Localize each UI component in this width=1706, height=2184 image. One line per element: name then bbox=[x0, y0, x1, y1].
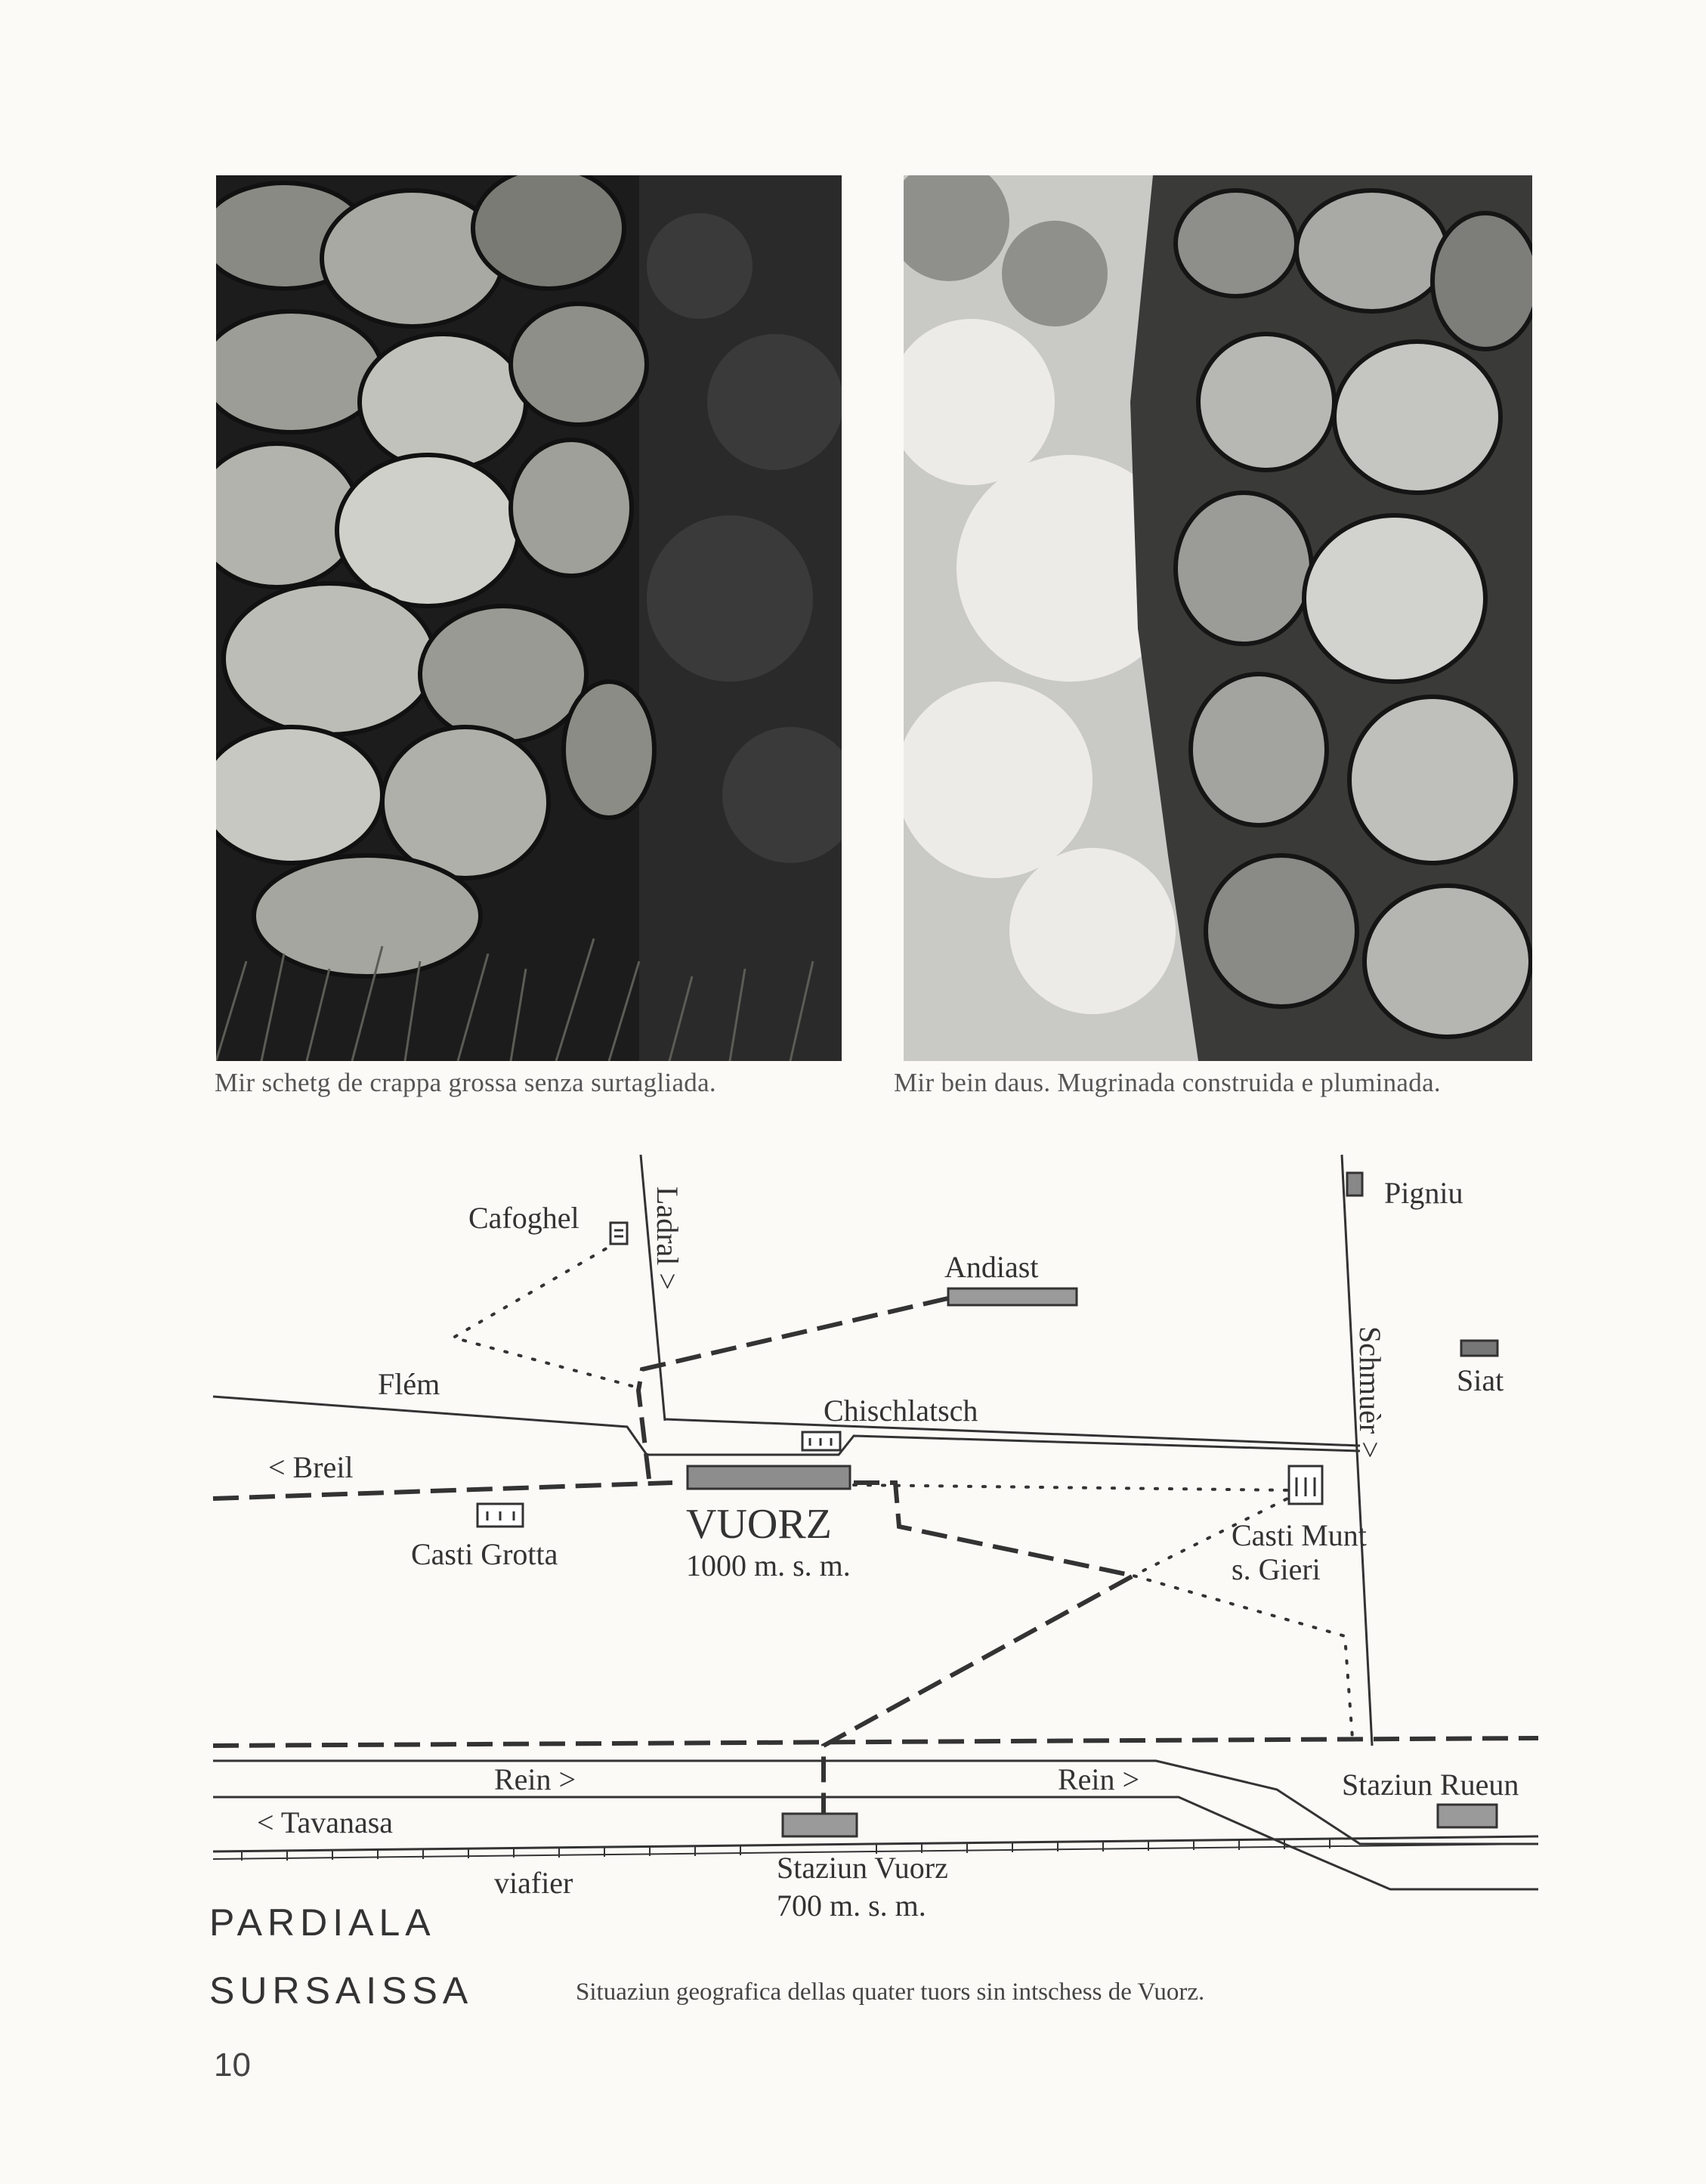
section-heading-line2: SURSAISSA bbox=[209, 1969, 474, 2012]
photo-stone-wall bbox=[216, 175, 842, 1061]
label-staziun-rueun: Staziun Rueun bbox=[1342, 1768, 1519, 1802]
label-siat: Siat bbox=[1457, 1363, 1504, 1397]
path-andiast bbox=[638, 1298, 948, 1485]
settlement-staziun-vuorz bbox=[783, 1814, 857, 1836]
castle-icon-casti-munt bbox=[1289, 1466, 1322, 1504]
label-tavanasa: < Tavanasa bbox=[257, 1805, 394, 1839]
label-s-gieri: s. Gieri bbox=[1232, 1552, 1321, 1586]
settlement-pigniu bbox=[1347, 1173, 1362, 1196]
label-staziun-vuorz-alt: 700 m. s. m. bbox=[777, 1889, 926, 1920]
path-cafoghel bbox=[453, 1242, 635, 1387]
label-pigniu: Pigniu bbox=[1384, 1176, 1463, 1210]
label-casti-munt: Casti Munt bbox=[1232, 1518, 1367, 1552]
river-rein-upper bbox=[213, 1761, 1538, 1844]
castle-icon-cafoghel bbox=[610, 1223, 627, 1244]
label-casti-grotta: Casti Grotta bbox=[411, 1537, 558, 1571]
label-staziun-vuorz: Staziun Vuorz bbox=[777, 1851, 948, 1885]
label-viafier: viafier bbox=[494, 1866, 573, 1900]
label-vuorz: VUORZ bbox=[686, 1501, 832, 1548]
photo-caption-right: Mir bein daus. Mugrinada construida e pluminada. bbox=[894, 1068, 1441, 1097]
label-rein-right: Rein > bbox=[1058, 1762, 1140, 1796]
settlement-andiast bbox=[948, 1288, 1077, 1305]
label-ladral: Ladral > bbox=[651, 1186, 685, 1290]
section-heading-line1: PARDIALA bbox=[209, 1901, 436, 1944]
page-number: 10 bbox=[214, 2046, 251, 2083]
settlement-vuorz bbox=[688, 1466, 850, 1489]
label-andiast: Andiast bbox=[944, 1250, 1039, 1284]
map-caption: Situaziun geografica dellas quater tuors sin intschess de Vuorz. bbox=[576, 1978, 1205, 2006]
path-valley bbox=[213, 1738, 1538, 1746]
label-schmuer: Schmuèr > bbox=[1353, 1326, 1387, 1459]
photo-caption-left: Mir schetg de crappa grossa senza surtagliada. bbox=[215, 1068, 716, 1097]
label-breil: < Breil bbox=[268, 1450, 354, 1484]
settlement-siat bbox=[1461, 1341, 1497, 1356]
label-cafoghel: Cafoghel bbox=[468, 1201, 579, 1235]
label-chischlatsch: Chischlatsch bbox=[824, 1394, 978, 1428]
label-vuorz-alt: 1000 m. s. m. bbox=[686, 1548, 851, 1582]
label-flem: Flém bbox=[378, 1367, 440, 1401]
path-breil bbox=[213, 1483, 672, 1499]
label-rein-left: Rein > bbox=[494, 1762, 576, 1796]
settlement-staziun-rueun bbox=[1438, 1805, 1497, 1827]
castle-icon-casti-grotta bbox=[477, 1504, 523, 1527]
road-flem bbox=[213, 1397, 1360, 1455]
castle-icon-chischlatsch bbox=[802, 1432, 840, 1450]
geographic-map bbox=[0, 1126, 1706, 1920]
photo-wall-sky bbox=[904, 175, 1532, 1061]
path-castimunt bbox=[854, 1485, 1292, 1490]
